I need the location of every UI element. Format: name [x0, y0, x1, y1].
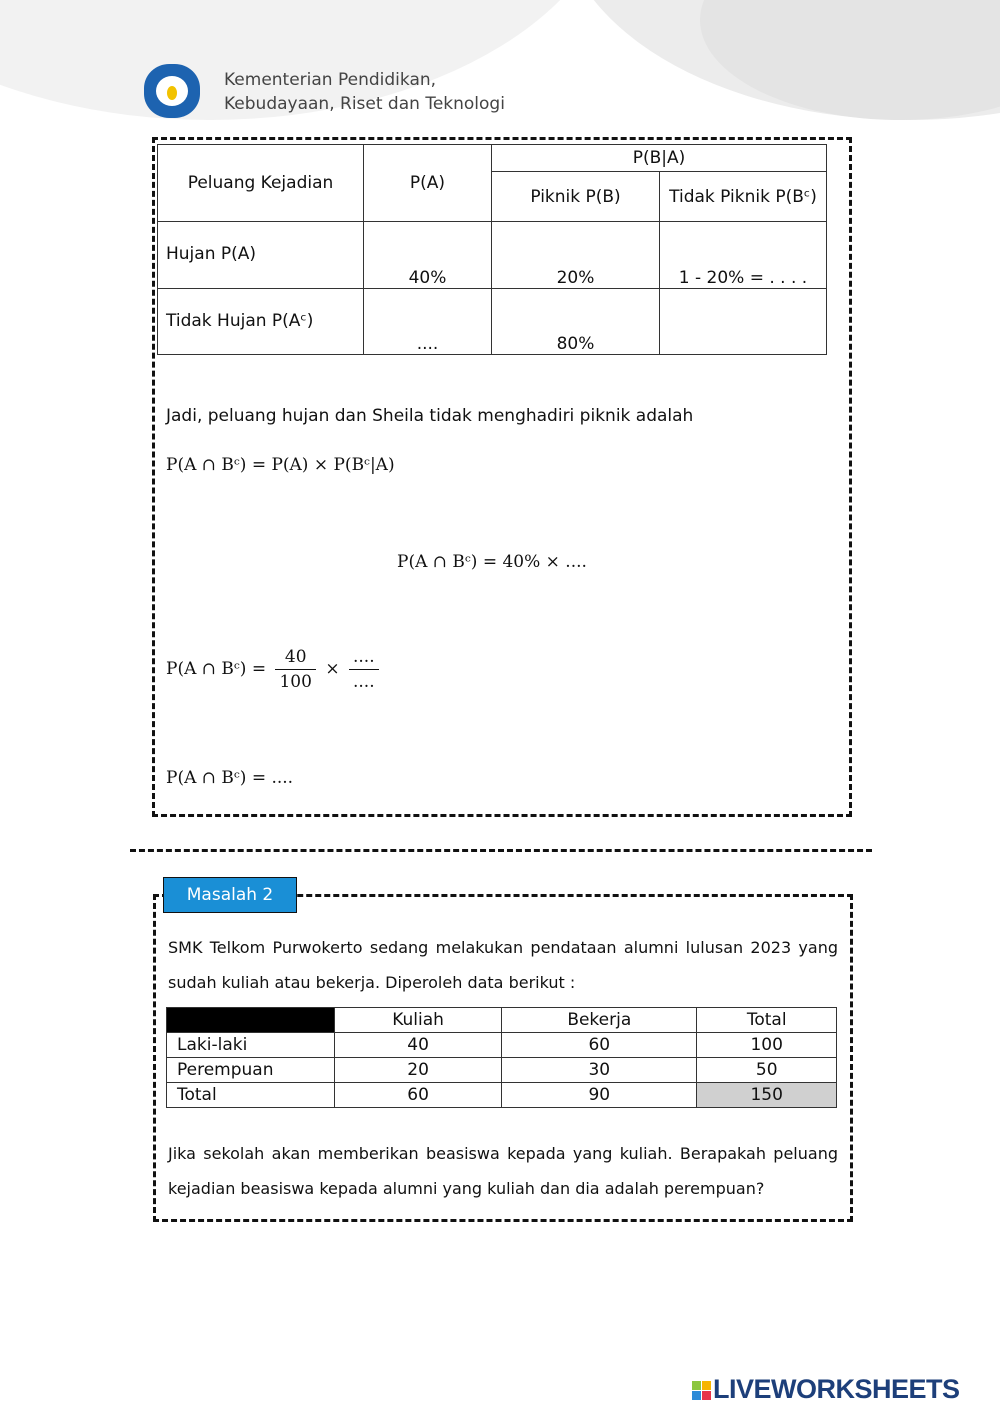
cell: 60: [335, 1083, 502, 1108]
cell: 100: [697, 1033, 837, 1058]
header-bekerja: Bekerja: [502, 1008, 697, 1033]
table-row: [167, 1033, 837, 1058]
cell: 40: [335, 1033, 502, 1058]
header-total: Total: [697, 1008, 837, 1033]
cell: 50: [697, 1058, 837, 1083]
cell: 60: [502, 1033, 697, 1058]
cell-pbc[interactable]: 1 - 20% = . . . .: [660, 222, 827, 289]
header-nopicnic: Tidak Piknik P(Bᶜ): [660, 172, 827, 222]
cell-grand-total: 150: [697, 1083, 837, 1108]
fraction-numerator-blank[interactable]: ....: [349, 645, 379, 670]
table-row: [167, 1058, 837, 1083]
ministry-logo: [144, 64, 200, 118]
problem2-question: Jika sekolah akan memberikan beasiswa kepada yang kuliah. Berapakah peluang kejadian beasiswa kepada alumni yang kuliah dan dia adalah perempuan?: [168, 1144, 838, 1198]
table-row: [167, 1083, 837, 1108]
row-label: Tidak Hujan P(Aᶜ): [158, 289, 364, 355]
formula-4[interactable]: P(A ∩ Bᶜ) = ....: [166, 768, 294, 788]
cell-pa: 40%: [364, 222, 492, 289]
header-pa: P(A): [364, 145, 492, 222]
liveworksheets-logo: [692, 1374, 960, 1405]
formula-3-left: P(A ∩ Bᶜ) =: [166, 659, 267, 679]
fraction-denominator: 100: [279, 672, 312, 692]
formula-1: P(A ∩ Bᶜ) = P(A) × P(Bᶜ|A): [166, 455, 395, 475]
header-kuliah: Kuliah: [335, 1008, 502, 1033]
brand-name: LIVEWORKSHEETS: [713, 1374, 960, 1404]
cell-pb: 20%: [492, 222, 660, 289]
header-blank: [167, 1008, 335, 1033]
section-divider: [130, 849, 872, 852]
fraction-denominator-blank[interactable]: ....: [352, 672, 375, 692]
cell-pb: 80%: [492, 289, 660, 355]
formula-2[interactable]: P(A ∩ Bᶜ) = 40% × ....: [397, 552, 587, 572]
row-label: Hujan P(A): [158, 222, 364, 289]
probability-table: [157, 144, 827, 355]
row-label: Laki-laki: [167, 1033, 335, 1058]
header-event: Peluang Kejadian: [158, 145, 364, 222]
row-label: Perempuan: [167, 1058, 335, 1083]
cell: 30: [502, 1058, 697, 1083]
background-shape: [700, 0, 1000, 120]
row-label: Total: [167, 1083, 335, 1108]
ministry-name: [224, 68, 505, 116]
logo-icon: [692, 1381, 711, 1400]
cell-pbc[interactable]: [660, 289, 827, 355]
formula-3: [166, 645, 383, 694]
conclusion-text: Jadi, peluang hujan dan Sheila tidak menghadiri piknik adalah: [166, 406, 694, 426]
ministry-line2: Kebudayaan, Riset dan Teknologi: [224, 94, 505, 114]
fraction-numerator: 40: [275, 645, 315, 670]
cell-pa[interactable]: ....: [364, 289, 492, 355]
cell: 20: [335, 1058, 502, 1083]
problem2-tab: Masalah 2: [163, 877, 297, 913]
alumni-table: [166, 1007, 837, 1108]
times-sign: ×: [325, 659, 340, 679]
ministry-line1: Kementerian Pendidikan,: [224, 70, 437, 90]
header-picnic: Piknik P(B): [492, 172, 660, 222]
header-pba: P(B|A): [492, 145, 827, 172]
cell: 90: [502, 1083, 697, 1108]
problem2-intro: SMK Telkom Purwokerto sedang melakukan pendataan alumni lulusan 2023 yang sudah kuliah atau bekerja. Diperoleh data berikut :: [168, 938, 838, 992]
